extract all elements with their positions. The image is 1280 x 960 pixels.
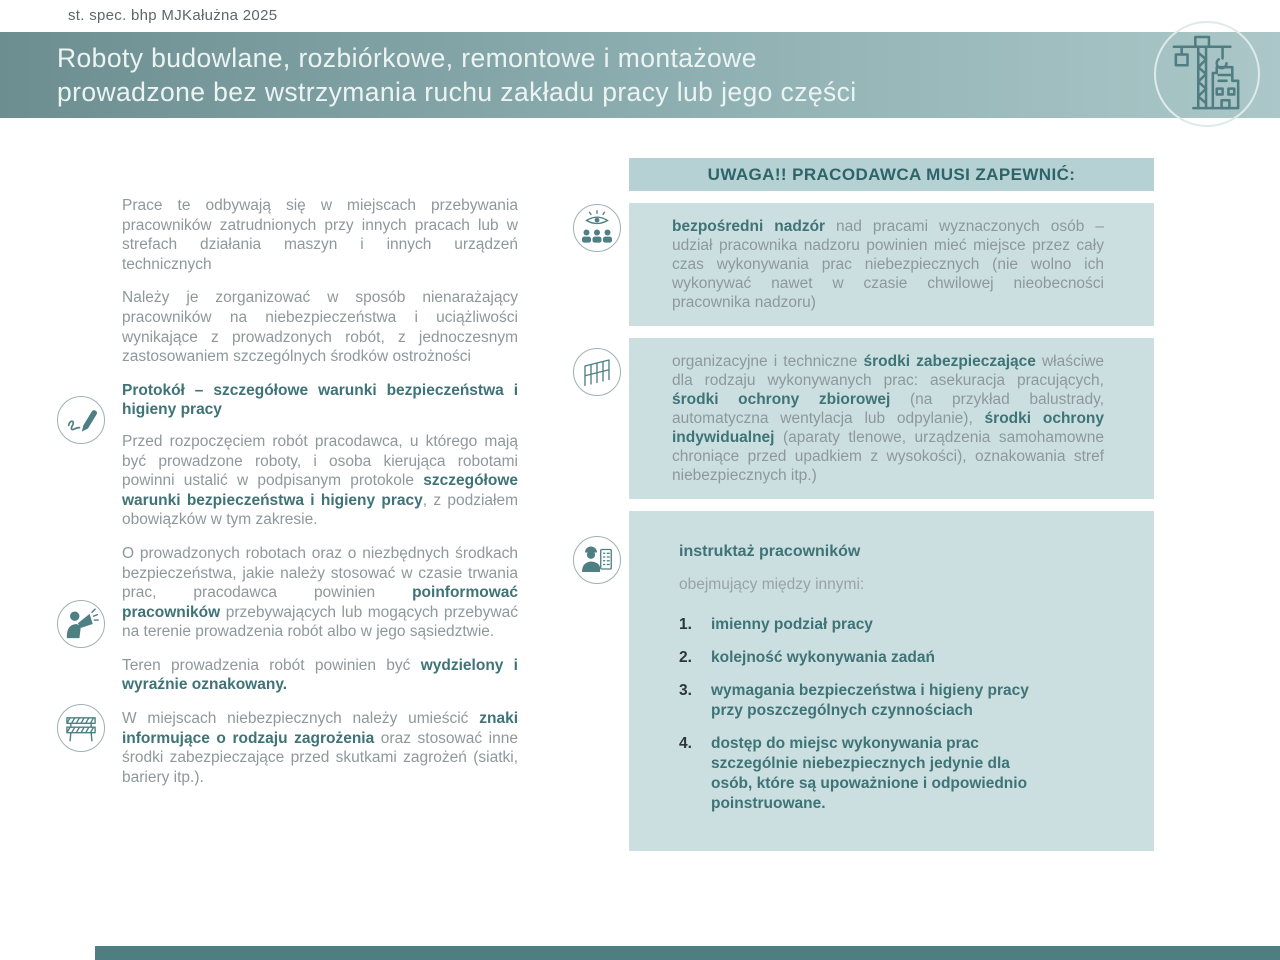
instruction-title: instruktaż pracowników [679,543,861,560]
item-text: dostęp do miejsc wykonywania prac szczególnie niebezpiecznych jedynie dla osób, które są upoważnione i odpowiednio poinstruowane. [711,735,1028,812]
paragraph-inform-workers: O prowadzonych robotach oraz o niezbędnych środkach bezpieczeństwa, jakie należy stosować w czasie trwania prac, pracodawca powinien poinformować pracowników przebywających lub mogących przebywać na terenie prowadzenia robót albo w jego sąsiedztwie. [122,544,518,641]
paragraph-protocol-details: Przed rozpoczęciem robót pracodawca, u którego mają być prowadzone roboty, i osoba kierująca robotami powinni ustalić w podpisanym protokole szczegółowe warunki bezpieczeństwa i higieny pracy, z podziałem obowiązków w tym zakresie. [122,432,519,529]
paragraph-organization: Należy je zorganizować w sposób nienarażający pracowników na niebezpieczeństwa i uciążliwości wynikające z prowadzonych robót, z jednoczesnym zastosowaniem szczególnych środków ostrożności [122,289,518,366]
safety-measures-box: organizacyjne i techniczne środki zabezpieczające właściwe dla rodzaju wykonywanych prac: asekuracja pracujących, środki ochrony zbiorowej (na przykład balustrady, automatyczna wentylacja lub odpylanie), środki ochrony indywidualnej (aparaty tlenowe, urządzenia samohamowne chroniące przed upadkiem z wysokości), oznakowania stref niebezpiecznych itp.) [629,338,1154,499]
credit-text: st. spec. bhp MJKałużna 2025 [68,7,278,24]
list-item [679,681,1031,721]
item-text: wymagania bezpieczeństwa i higieny pracy przy poszczególnych czynnościach [711,682,1029,719]
supervision-eye-group-icon [573,204,621,252]
instruction-subtitle: obejmujący między innymi: [679,576,865,593]
railing-icon [573,348,621,396]
paragraph-work-locations: Prace te odbywają się w miejscach przebywania pracowników zatrudnionych przy innych pracach lub w strefach działania maszyn i innych urządzeń technicznych [122,197,518,273]
item-text: kolejność wykonywania zadań [711,649,935,666]
item-number: 1. [679,616,692,633]
bottom-accent-bar [95,946,1280,960]
page-title-line2: prowadzone bez wstrzymania ruchu zakładu pracy lub jego części [57,77,857,107]
crane-building-icon [1154,21,1260,127]
paragraph-marked-area: Teren prowadzenia robót powinien być wydzielony i wyraźnie oznakowany. [122,656,518,694]
list-item [679,648,1031,668]
item-number: 2. [679,649,692,666]
megaphone-person-icon [57,600,105,648]
heading-protocol: Protokół – szczegółowe warunki bezpieczeństwa i higieny pracy [122,381,518,419]
title-bar [0,32,1280,118]
item-number: 4. [679,735,692,752]
page-title-line1: Roboty budowlane, rozbiórkowe, remontowe i montażowe [57,43,757,73]
worker-checklist-icon [573,536,621,584]
instruction-list [679,615,1114,814]
right-column [629,158,1154,851]
list-item [679,615,1031,635]
paragraph-warning-signs: W miejscach niebezpiecznych należy umieścić znaki informujące o rodzaju zagrożenia oraz stosować inne środki zabezpieczające przed skutkami zagrożeń (siatki, bariery itp.). [122,710,518,786]
item-text: imienny podział pracy [711,616,873,633]
warning-heading: UWAGA!! PRACODAWCA MUSI ZAPEWNIĆ: [629,158,1154,191]
list-item [679,734,1031,814]
left-column [122,196,518,801]
pen-signature-icon [57,396,105,444]
supervision-box: bezpośredni nadzór nad pracami wyznaczonych osób – udział pracownika nadzoru powinien mieć miejsce przez cały czas wykonywania prac niebezpiecznych (nie wolno ich wykonywać nawet w czasie chwilowej nieobecności pracownika nadzoru) [629,203,1154,326]
barrier-icon [57,704,105,752]
item-number: 3. [679,682,692,699]
instruction-box [629,511,1154,851]
